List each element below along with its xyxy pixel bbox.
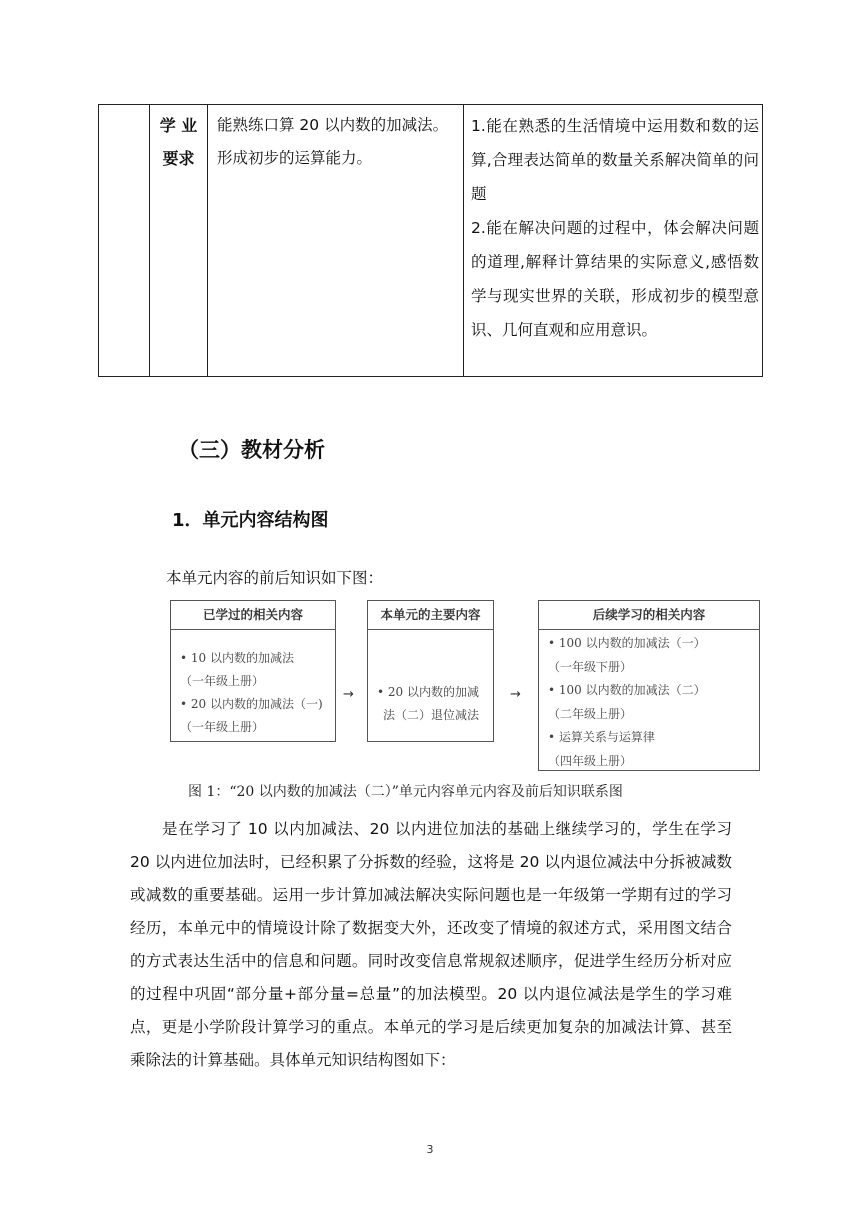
arrow-icon: → xyxy=(510,687,521,702)
diagram-line: （二年级上册） xyxy=(548,706,633,721)
intro-line: 本单元内容的前后知识如下图： xyxy=(166,569,384,587)
requirement-item: 2.能在解决问题的过程中，体会解决问题的道理,解释计算结果的实际意义,感悟数学与现实世界的关联，形成初步的模型意识、几何直观和应用意识。 xyxy=(471,219,759,339)
table-cell-right xyxy=(471,109,759,347)
diagram-line: 法（二）退位减法 xyxy=(383,708,480,722)
diagram-line: • 20 以内数的加减法（一) xyxy=(180,697,323,711)
diagram-box-current xyxy=(367,600,494,742)
requirement-item: 1.能在熟悉的生活情境中运用数和数的运算,合理表达简单的数量关系解决简单的问题 xyxy=(471,117,759,203)
diagram-line: • 100 以内数的加减法（一） xyxy=(548,636,706,650)
diagram-line: • 100 以内数的加减法（二） xyxy=(548,683,706,697)
page-number: 3 xyxy=(426,1143,434,1156)
section-title: （三）教材分析 xyxy=(178,438,325,462)
diagram-box-title: 已学过的相关内容 xyxy=(171,601,335,630)
figure-caption: 图 1：“20 以内数的加减法（二）”单元内容单元内容及前后知识联系图 xyxy=(188,784,623,800)
diagram-line: • 运算关系与运算律 xyxy=(548,730,655,744)
diagram-line: （四年级上册） xyxy=(548,753,633,768)
table-column-divider xyxy=(207,105,208,376)
body-paragraph xyxy=(130,813,732,1077)
table-column-divider xyxy=(463,105,464,376)
diagram-line: • 10 以内数的加减法 xyxy=(180,651,294,665)
diagram-line: • 20 以内数的加减 xyxy=(377,685,479,699)
diagram-line: （一年级上册） xyxy=(180,720,265,734)
subsection-title: 1．单元内容结构图 xyxy=(172,510,329,531)
requirements-table xyxy=(98,104,763,377)
diagram-box-title: 后续学习的相关内容 xyxy=(539,601,759,630)
diagram-line: （一年级下册） xyxy=(548,659,633,674)
row-label: 学 业 要求 xyxy=(159,116,198,168)
table-cell-mid: 能熟练口算 20 以内数的加减法。形成初步的运算能力。 xyxy=(217,116,449,167)
paragraph-text: 是在学习了 10 以内加减法、20 以内进位加法的基础上继续学习的，学生在学习 20 以内进位加法时，已经积累了分拆数的经验，这将是 20 以内退位减法中分拆被减数或减数的重要基础。运用一步计算加减法解决实际问题也是一年级第一学期有过的学习经历，本单元中的情境设计除了数据变大外，还改变了情境的叙述方式，采用图文结合的方式表达生活中的信息和问题。同时改变信息常规叙述顺序，促进学生经历分析对应的过程中巩固“部分量+部分量=总量”的加法模型。20 以内退位减法是学生的学习难点，更是小学阶段计算学习的重点。本单元的学习是后续更加复杂的加减法计算、甚至乘除法的计算基础。具体单元知识结构图如下： xyxy=(130,820,732,1069)
diagram-box-prior xyxy=(170,600,336,742)
arrow-icon: → xyxy=(343,687,354,702)
diagram-box-title: 本单元的主要内容 xyxy=(368,601,493,630)
diagram-box-future xyxy=(538,600,760,771)
diagram-line: （一年级上册） xyxy=(180,674,265,688)
